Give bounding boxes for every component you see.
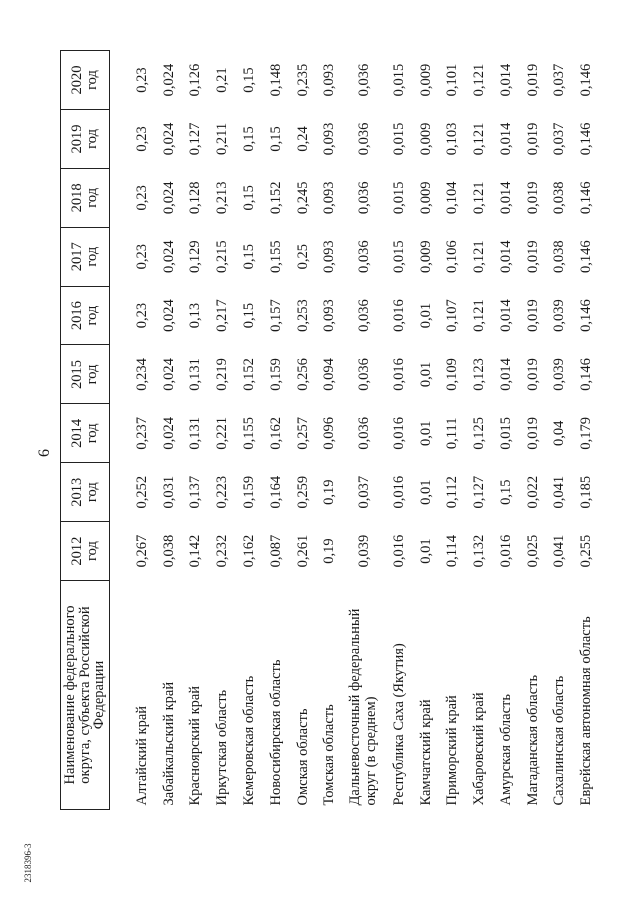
value-cell: 0,024 [160, 122, 177, 156]
region-name-cell: Республика Саха (Якутия) [390, 643, 407, 806]
value-cell: 0,234 [133, 358, 150, 391]
header-year-2013: 2013 год [61, 463, 110, 522]
value-cell: 0,23 [133, 126, 150, 152]
value-cell: 0,009 [417, 240, 434, 273]
header-year-2016: 2016 год [61, 286, 110, 345]
value-cell: 0,014 [497, 299, 514, 332]
header-year-2019: 2019 год [61, 110, 110, 169]
value-cell: 0,21 [214, 67, 231, 93]
header-year-2017: 2017 год [61, 227, 110, 286]
value-cell: 0,01 [417, 420, 434, 446]
value-cell: 0,114 [444, 535, 461, 568]
value-cell: 0,15 [240, 185, 257, 211]
value-cell: 0,24 [294, 126, 311, 152]
value-cell: 0,137 [187, 475, 204, 509]
value-cell: 0,245 [294, 181, 311, 215]
value-cell: 0,038 [551, 181, 568, 215]
value-cell: 0,146 [578, 122, 595, 156]
value-cell: 0,155 [267, 240, 284, 273]
value-cell: 0,121 [471, 240, 488, 273]
value-cell: 0,024 [160, 417, 177, 450]
value-cell: 0,037 [551, 122, 568, 156]
region-name-cell: Амурская область [497, 694, 514, 806]
spacer-cell [109, 51, 129, 810]
table-row [236, 51, 263, 810]
region-name-cell: Новосибирская область [267, 659, 284, 806]
region-name-cell: Иркутская область [214, 689, 231, 806]
table-row [129, 51, 156, 810]
value-cell: 0,125 [471, 417, 488, 450]
value-cell: 0,093 [321, 63, 338, 97]
table-row [493, 51, 520, 810]
table-row [263, 51, 290, 810]
value-cell: 0,148 [267, 63, 284, 97]
table-row [573, 51, 600, 810]
value-cell: 0,15 [240, 126, 257, 152]
value-cell: 0,223 [214, 475, 231, 509]
value-cell: 0,016 [390, 358, 407, 391]
table-row [289, 51, 316, 810]
value-cell: 0,038 [160, 534, 177, 568]
value-cell: 0,024 [160, 240, 177, 273]
value-cell: 0,15 [240, 302, 257, 329]
value-cell: 0,01 [417, 361, 434, 388]
value-cell: 0,015 [390, 122, 407, 156]
value-cell: 0,121 [471, 63, 488, 97]
region-name-cell: Хабаровский край [471, 692, 488, 806]
value-cell: 0,024 [160, 63, 177, 97]
value-cell: 0,162 [267, 417, 284, 450]
value-cell: 0,037 [551, 63, 568, 97]
table-row [439, 51, 466, 810]
value-cell: 0,038 [551, 240, 568, 273]
value-cell: 0,039 [551, 299, 568, 332]
value-cell: 0,093 [321, 240, 338, 273]
value-cell: 0,036 [356, 122, 373, 156]
spacer-row [109, 51, 129, 810]
value-cell: 0,255 [578, 534, 595, 568]
value-cell: 0,106 [444, 240, 461, 273]
value-cell: 0,019 [524, 122, 541, 156]
value-cell: 0,217 [214, 299, 231, 332]
value-cell: 0,037 [356, 475, 373, 509]
table-body [109, 51, 600, 810]
value-cell: 0,041 [551, 475, 568, 509]
value-cell: 0,15 [267, 126, 284, 152]
value-cell: 0,25 [294, 244, 311, 270]
region-name-cell: Омская область [294, 708, 311, 806]
value-cell: 0,146 [578, 240, 595, 273]
header-year-2014: 2014 год [61, 404, 110, 463]
value-cell: 0,121 [471, 181, 488, 215]
value-cell: 0,014 [497, 358, 514, 391]
region-name-cell: Сахалинская область [551, 675, 568, 806]
table-row [413, 51, 440, 810]
value-cell: 0,094 [321, 358, 338, 391]
value-cell: 0,015 [390, 181, 407, 215]
value-cell: 0,127 [187, 122, 204, 156]
value-cell: 0,131 [187, 417, 204, 450]
value-cell: 0,146 [578, 63, 595, 97]
value-cell: 0,103 [444, 122, 461, 156]
header-year-2018: 2018 год [61, 168, 110, 227]
table-row [156, 51, 183, 810]
header-region-name: Наименование федерального округа, субъекта Российской Федерации [61, 581, 110, 810]
value-cell: 0,259 [294, 475, 311, 509]
value-cell: 0,152 [267, 181, 284, 215]
value-cell: 0,256 [294, 358, 311, 391]
table-row [343, 51, 386, 810]
value-cell: 0,252 [133, 475, 150, 509]
value-cell: 0,152 [240, 358, 257, 391]
rotated-table-container [60, 50, 600, 810]
value-cell: 0,024 [160, 299, 177, 332]
value-cell: 0,123 [471, 358, 488, 391]
region-name-cell: Забайкальский край [160, 681, 177, 806]
value-cell: 0,15 [240, 67, 257, 93]
value-cell: 0,015 [497, 417, 514, 450]
value-cell: 0,041 [551, 534, 568, 568]
value-cell: 0,096 [321, 417, 338, 450]
value-cell: 0,016 [390, 299, 407, 332]
table-row [209, 51, 236, 810]
value-cell: 0,01 [417, 538, 434, 564]
value-cell: 0,15 [497, 479, 514, 505]
value-cell: 0,016 [390, 534, 407, 568]
value-cell: 0,036 [356, 181, 373, 215]
region-name-cell: Алтайский край [133, 705, 150, 806]
table-row [316, 51, 343, 810]
value-cell: 0,036 [356, 358, 373, 391]
value-cell: 0,146 [578, 358, 595, 391]
header-row [61, 51, 110, 810]
page-number: 6 [36, 449, 53, 457]
value-cell: 0,15 [240, 244, 257, 270]
value-cell: 0,219 [214, 358, 231, 391]
value-cell: 0,126 [187, 63, 204, 97]
value-cell: 0,036 [356, 63, 373, 97]
value-cell: 0,019 [524, 181, 541, 215]
value-cell: 0,121 [471, 299, 488, 332]
value-cell: 0,211 [214, 122, 231, 155]
value-cell: 0,031 [160, 475, 177, 509]
region-name-cell: Магаданская область [524, 674, 541, 806]
value-cell: 0,015 [390, 63, 407, 97]
value-cell: 0,155 [240, 417, 257, 450]
value-cell: 0,111 [444, 417, 461, 450]
region-name-cell: Приморский край [444, 695, 461, 806]
region-name-cell: Кемеровская область [240, 675, 257, 806]
value-cell: 0,024 [160, 358, 177, 391]
value-cell: 0,215 [214, 240, 231, 273]
value-cell: 0,162 [240, 534, 257, 568]
value-cell: 0,01 [417, 302, 434, 329]
value-cell: 0,267 [133, 534, 150, 568]
table-row [182, 51, 209, 810]
value-cell: 0,087 [267, 534, 284, 568]
value-cell: 0,019 [524, 240, 541, 273]
value-cell: 0,01 [417, 479, 434, 505]
value-cell: 0,093 [321, 122, 338, 156]
value-cell: 0,23 [133, 302, 150, 329]
table-row [386, 51, 413, 810]
value-cell: 0,014 [497, 181, 514, 215]
value-cell: 0,157 [267, 299, 284, 332]
value-cell: 0,109 [444, 358, 461, 391]
value-cell: 0,093 [321, 299, 338, 332]
value-cell: 0,257 [294, 417, 311, 450]
value-cell: 0,261 [294, 534, 311, 568]
value-cell: 0,23 [133, 244, 150, 270]
value-cell: 0,129 [187, 240, 204, 273]
value-cell: 0,036 [356, 299, 373, 332]
value-cell: 0,23 [133, 185, 150, 211]
value-cell: 0,112 [444, 476, 461, 509]
value-cell: 0,235 [294, 63, 311, 97]
value-cell: 0,19 [321, 538, 338, 564]
table-row [520, 51, 547, 810]
region-name-cell: Еврейская автономная область [578, 616, 595, 806]
value-cell: 0,019 [524, 417, 541, 450]
value-cell: 0,024 [160, 181, 177, 215]
data-table [60, 50, 600, 810]
value-cell: 0,025 [524, 534, 541, 568]
value-cell: 0,132 [471, 534, 488, 568]
value-cell: 0,101 [444, 63, 461, 97]
value-cell: 0,179 [578, 417, 595, 450]
header-year-2020: 2020 год [61, 51, 110, 110]
region-name-cell: Красноярский край [187, 685, 204, 806]
value-cell: 0,19 [321, 479, 338, 505]
value-cell: 0,23 [133, 67, 150, 93]
value-cell: 0,039 [356, 534, 373, 568]
value-cell: 0,121 [471, 122, 488, 156]
value-cell: 0,009 [417, 122, 434, 156]
value-cell: 0,093 [321, 181, 338, 215]
table-row [546, 51, 573, 810]
value-cell: 0,036 [356, 417, 373, 450]
value-cell: 0,213 [214, 181, 231, 215]
value-cell: 0,128 [187, 181, 204, 215]
value-cell: 0,019 [524, 358, 541, 391]
value-cell: 0,142 [187, 534, 204, 568]
value-cell: 0,039 [551, 358, 568, 391]
value-cell: 0,237 [133, 417, 150, 450]
value-cell: 0,159 [240, 475, 257, 509]
value-cell: 0,104 [444, 181, 461, 215]
table-row [466, 51, 493, 810]
value-cell: 0,127 [471, 475, 488, 509]
value-cell: 0,036 [356, 240, 373, 273]
value-cell: 0,159 [267, 358, 284, 391]
header-year-2015: 2015 год [61, 345, 110, 404]
header-year-2012: 2012 год [61, 522, 110, 581]
value-cell: 0,232 [214, 534, 231, 568]
value-cell: 0,146 [578, 181, 595, 215]
value-cell: 0,014 [497, 63, 514, 97]
value-cell: 0,04 [551, 420, 568, 446]
value-cell: 0,253 [294, 299, 311, 332]
value-cell: 0,016 [497, 534, 514, 568]
value-cell: 0,009 [417, 63, 434, 97]
value-cell: 0,131 [187, 358, 204, 391]
value-cell: 0,016 [390, 417, 407, 450]
value-cell: 0,185 [578, 475, 595, 509]
region-name-cell: Дальневосточный федеральный округ (в среднем) [347, 608, 380, 806]
value-cell: 0,009 [417, 181, 434, 215]
value-cell: 0,015 [390, 240, 407, 273]
value-cell: 0,146 [578, 299, 595, 332]
value-cell: 0,016 [390, 475, 407, 509]
value-cell: 0,164 [267, 475, 284, 509]
table-header [61, 51, 110, 810]
value-cell: 0,019 [524, 299, 541, 332]
document-code: 2318396-3 [23, 843, 33, 883]
value-cell: 0,014 [497, 240, 514, 273]
value-cell: 0,022 [524, 475, 541, 509]
region-name-cell: Камчатский край [417, 699, 434, 806]
value-cell: 0,13 [187, 302, 204, 329]
value-cell: 0,107 [444, 299, 461, 332]
value-cell: 0,221 [214, 417, 231, 450]
region-name-cell: Томская область [321, 704, 338, 806]
value-cell: 0,014 [497, 122, 514, 156]
value-cell: 0,019 [524, 63, 541, 97]
